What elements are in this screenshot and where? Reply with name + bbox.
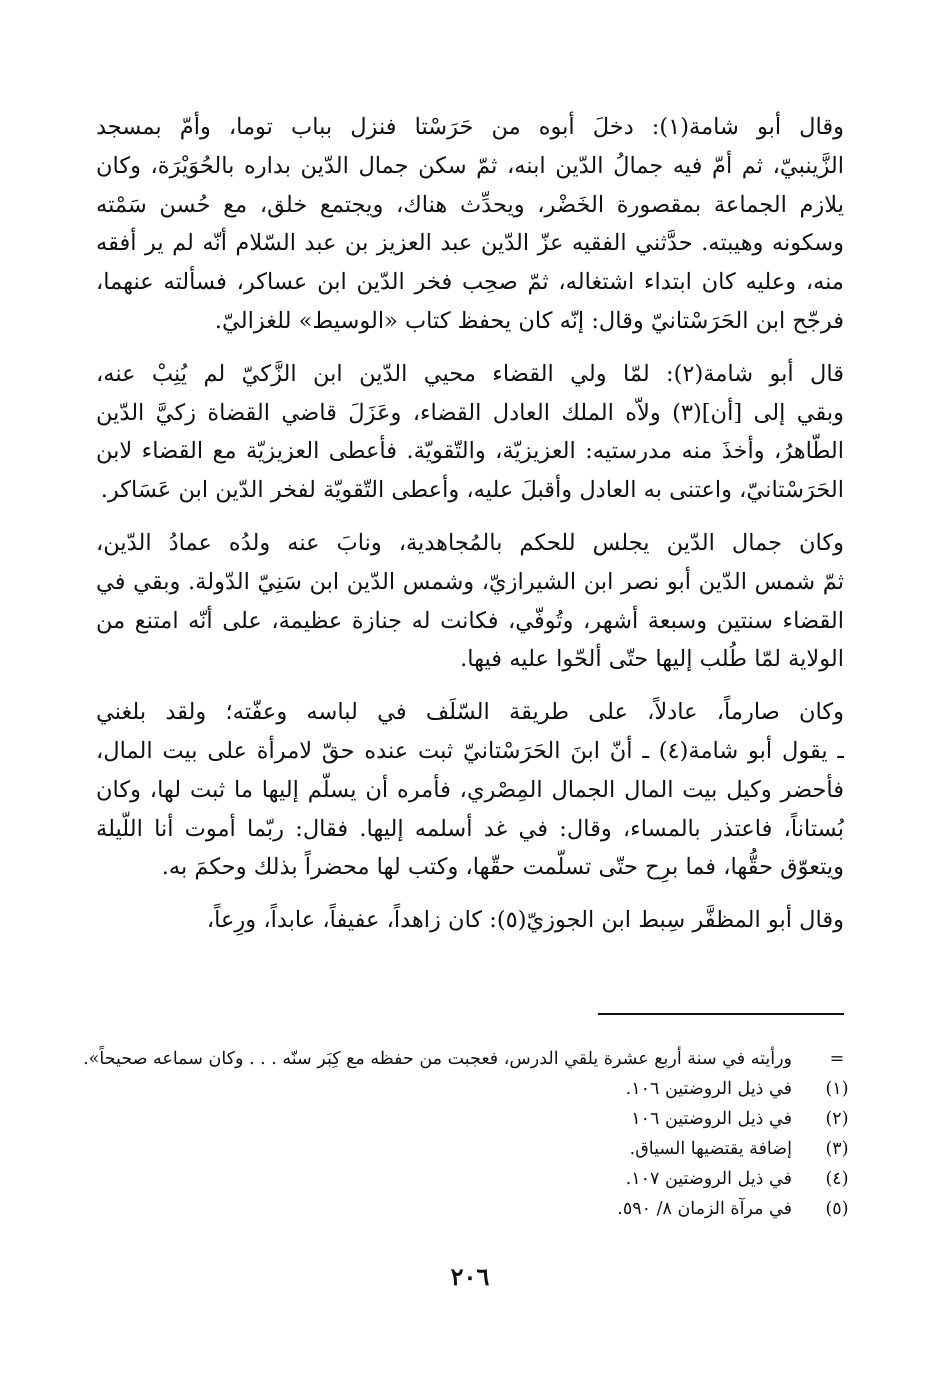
- text-line: يلازم الجماعة بمقصورة الخَضْر، ويحدِّث هناك، ويجتمع خلق، مع حُسن سَمْته: [96, 191, 844, 218]
- footnote-number: (٤): [825, 1169, 849, 1189]
- footnote-number: =: [829, 1049, 845, 1069]
- footnote-number: (٢): [825, 1109, 849, 1129]
- text-line: الطّاهرُ، وأخذَ منه مدرستيه: العزيزيّة، والتّقويّة. فأعطى العزيزيّة مع القضاء لابن: [96, 438, 844, 465]
- text-line: ويتعوّق حقُّها، فما برِح حتّى تسلّمت حقّها، وكتب لها محضراً بذلك وحكمَ به.: [161, 854, 844, 881]
- paragraph-1: [96, 108, 844, 341]
- text-line: الولاية لمّا طُلب إليها حتّى ألحّوا عليه فيها.: [460, 646, 844, 673]
- paragraph-4: [96, 693, 844, 887]
- footnote-text: في مرآة الزمان ٨/ ٥٩٠.: [617, 1199, 792, 1219]
- footnote-item: [94, 1074, 854, 1104]
- footnote-text: إضافة يقتضيها السياق.: [629, 1139, 792, 1159]
- footnotes: [83, 1044, 854, 1224]
- text-line: وبقي إلى [أن](٣) ولاّه الملك العادل القضاء، وعَزَلَ قاضي القضاة زكيَّ الدّين: [96, 399, 844, 426]
- footnote-item: [83, 1044, 854, 1074]
- footnote-number: (٣): [825, 1139, 849, 1159]
- text-line: فرجّح ابن الحَرَسْتانيّ وقال: إنّه كان يحفظ كتاب «الوسيط» للغزاليّ.: [214, 307, 844, 334]
- text-line: وكان جمال الدّين يجلس للحكم بالمُجاهدية، ونابَ عنه ولدُه عمادُ الدّين،: [96, 529, 844, 556]
- text-line: وكان صارماً، عادلاً، على طريقة السّلَف في لباسه وعفّته؛ ولقد بلغني: [96, 699, 844, 726]
- text-line: فأحضر وكيل بيت المال الجمال المِصْري، فأمره أن يسلّم إليها ما ثبت لها، وكان: [96, 776, 844, 803]
- text-line: وسكونه وهيبته. حدَّثني الفقيه عزّ الدّين عبد العزيز بن عبد السّلام أنّه لم ير أفقه: [96, 230, 844, 257]
- main-text: [96, 108, 844, 940]
- footnote-text: ورأيته في سنة أربع عشرة يلقي الدرس، فعجبت من حفظه مع كِبَر سنّه . . . وكان سماعه صحيحاً».: [83, 1049, 792, 1069]
- footnote-number: (١): [825, 1079, 849, 1099]
- text-line: وقال أبو شامة(١): دخلَ أبوه من حَرَسْتا فنزل بباب توما، وأمّ بمسجد: [96, 114, 844, 140]
- footnote-number: (٥): [825, 1199, 849, 1219]
- footnote-text: في ذيل الروضتين ١٠٦: [631, 1109, 792, 1129]
- footnote-item: [94, 1164, 854, 1194]
- paragraph-3: [96, 524, 844, 679]
- text-line: القضاء سنتين وسبعة أشهر، وتُوفّي، فكانت له جنازة عظيمة، على أنّه امتنع من: [96, 607, 844, 634]
- footnote-text: في ذيل الروضتين ١٠٧.: [625, 1169, 792, 1189]
- text-line: ـ يقول أبو شامة(٤) ـ أنّ ابنَ الحَرَسْتانيّ ثبت عنده حقّ لامرأة على بيت المال،: [96, 737, 844, 764]
- text-line: الزَّينبيّ، ثم أمّ فيه جمالُ الدّين ابنه، ثمّ سكن جمال الدّين بداره بالحُوَيْرَة، وكان: [96, 152, 844, 179]
- text-line: الحَرَسْتانيّ، واعتنى به العادل وأقبلَ عليه، وأعطى التّقويّة لفخر الدّين ابن عَسَاكر.: [100, 477, 844, 504]
- text-line: ثمّ شمس الدّين أبو نصر ابن الشيرازيّ، وشمس الدّين ابن سَنِيّ الدّولة. وبقي في: [96, 568, 844, 595]
- text-line: منه، وعليه كان ابتداء اشتغاله، ثمّ صحِب فخر الدّين ابن عساكر، فسألته عنهما،: [96, 269, 844, 296]
- paragraph-5: [96, 901, 844, 940]
- footnote-separator: [598, 1013, 844, 1015]
- footnote-item: [94, 1104, 854, 1134]
- footnote-item: [94, 1194, 854, 1224]
- text-line: بُستاناً، فاعتذر بالمساء، وقال: في غد أسلمه إليها. فقال: ربّما أموت أنا اللّيلة: [96, 815, 844, 842]
- text-line: وقال أبو المظفَّر سِبط ابن الجوزيّ(٥): كان زاهداً، عفيفاً، عابداً، ورِعاً،: [206, 907, 844, 934]
- paragraph-2: [96, 355, 844, 510]
- footnote-item: [94, 1134, 854, 1164]
- page-number: ٢٠٦: [450, 1262, 490, 1291]
- text-line: قال أبو شامة(٢): لمّا ولي القضاء محيي الدّين ابن الزَّكيّ لم يُنِبْ عنه،: [96, 360, 844, 387]
- footnote-text: في ذيل الروضتين ١٠٦.: [625, 1079, 792, 1099]
